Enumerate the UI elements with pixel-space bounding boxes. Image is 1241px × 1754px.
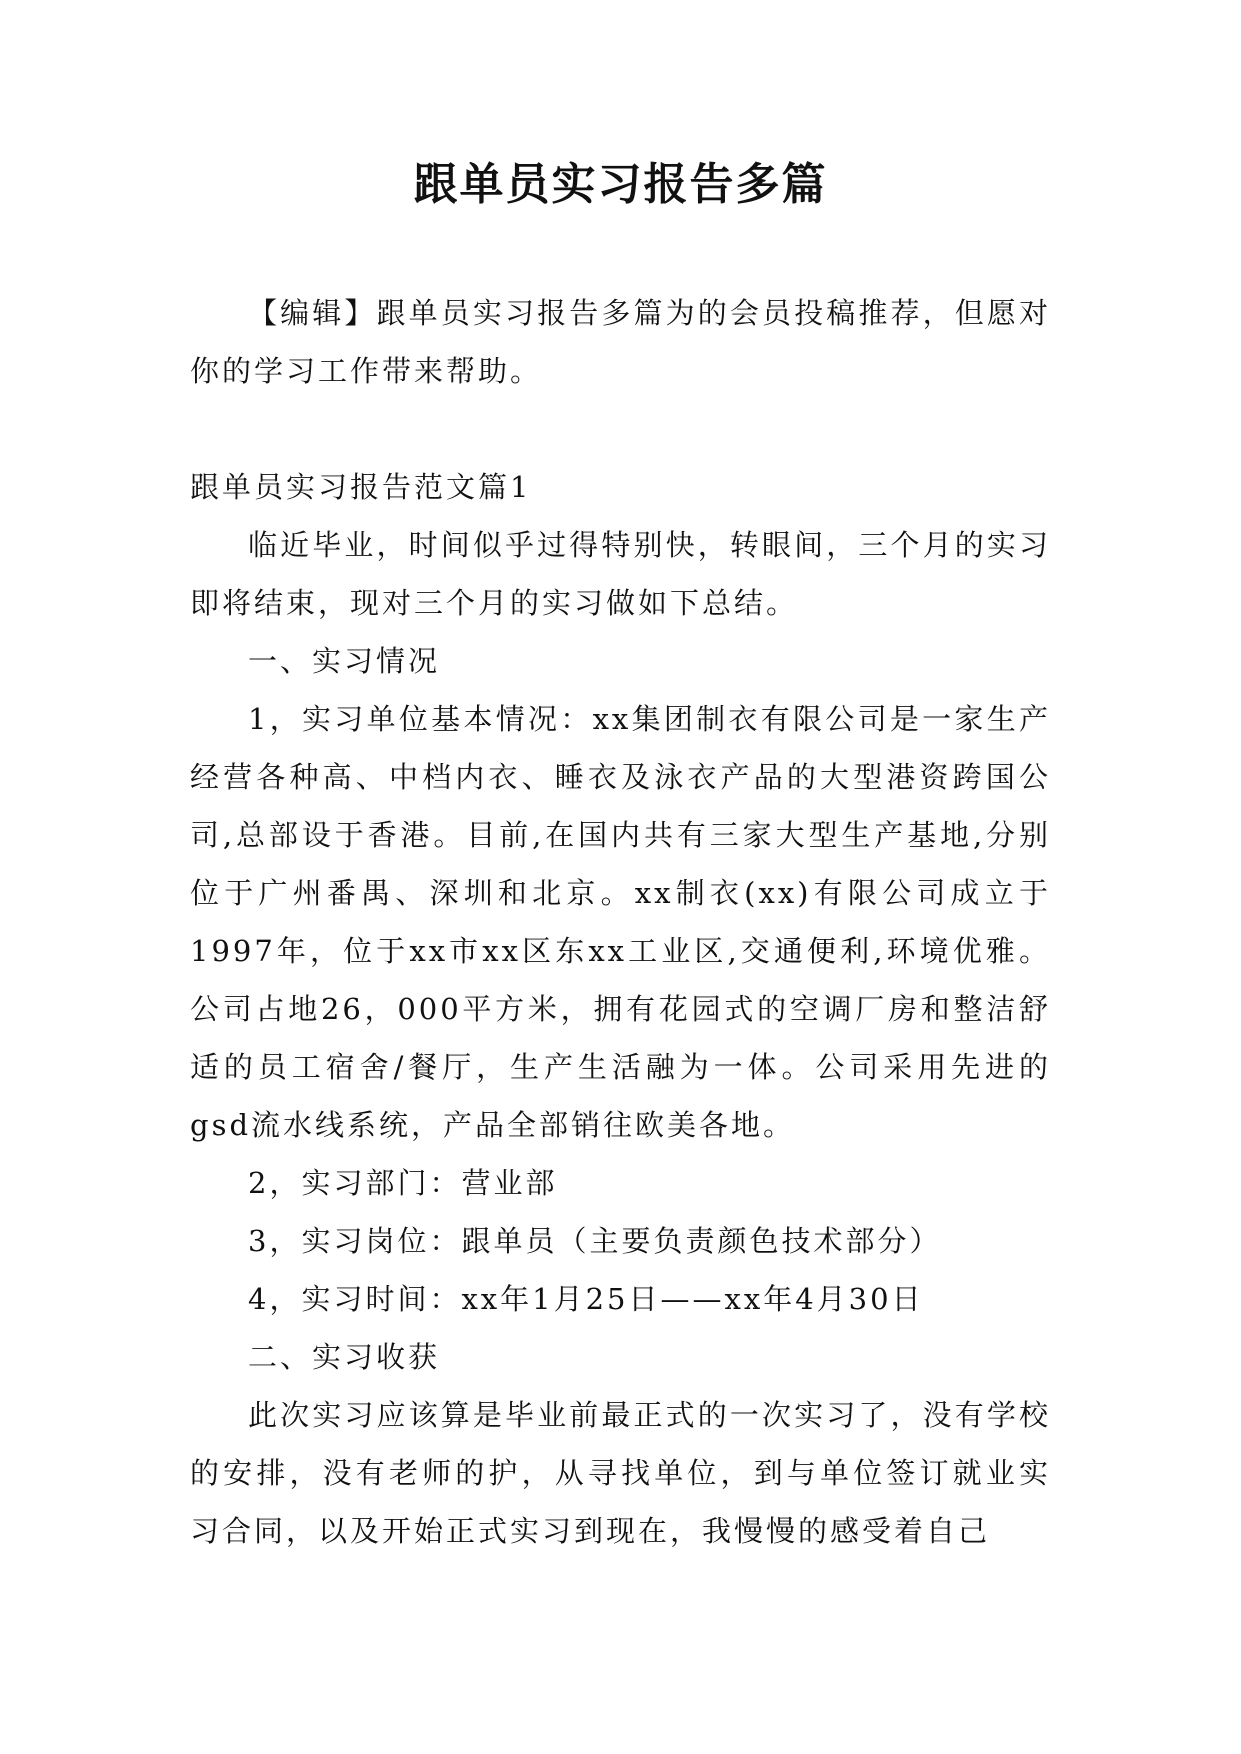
section-heading: 跟单员实习报告范文篇1 — [190, 470, 532, 504]
paragraph-company-info: 1，实习单位基本情况：xx集团制衣有限公司是一家生产经营各种高、中档内衣、睡衣及泳衣产品的大型港资跨国公司,总部设于香港。目前,在国内共有三家大型生产基地,分别位于广州番禺、深圳和北京。xx制衣(xx)有限公司成立于1997年，位于xx市xx区东xx工业区,交通便利,环境优雅。公司占地26，000平方米，拥有花园式的空调厂房和整洁舒适的员工宿舍/餐厅，生产生活融为一体。公司采用先进的gsd流水线系统，产品全部销往欧美各地。 — [190, 702, 1051, 1142]
intro-paragraph: 【编辑】跟单员实习报告多篇为的会员投稿推荐，但愿对你的学习工作带来帮助。 — [190, 296, 1051, 388]
paragraph-summary: 临近毕业，时间似乎过得特别快，转眼间，三个月的实习即将结束，现对三个月的实习做如下总结。 — [190, 528, 1051, 620]
heading-internship-situation: 一、实习情况 — [248, 644, 441, 678]
paragraph-period: 4，实习时间：xx年1月25日——xx年4月30日 — [248, 1282, 924, 1316]
paragraph-position: 3，实习岗位：跟单员（主要负责颜色技术部分） — [248, 1224, 942, 1258]
document-body — [190, 284, 1051, 1560]
spacer — [190, 400, 1051, 458]
page-title: 跟单员实习报告多篇 — [413, 159, 828, 210]
paragraph-department: 2，实习部门：营业部 — [248, 1166, 558, 1200]
paragraph-gains: 此次实习应该算是毕业前最正式的一次实习了，没有学校的安排，没有老师的护，从寻找单位，到与单位签订就业实习合同，以及开始正式实习到现在，我慢慢的感受着自己 — [190, 1398, 1051, 1548]
heading-internship-gains: 二、实习收获 — [248, 1340, 441, 1374]
